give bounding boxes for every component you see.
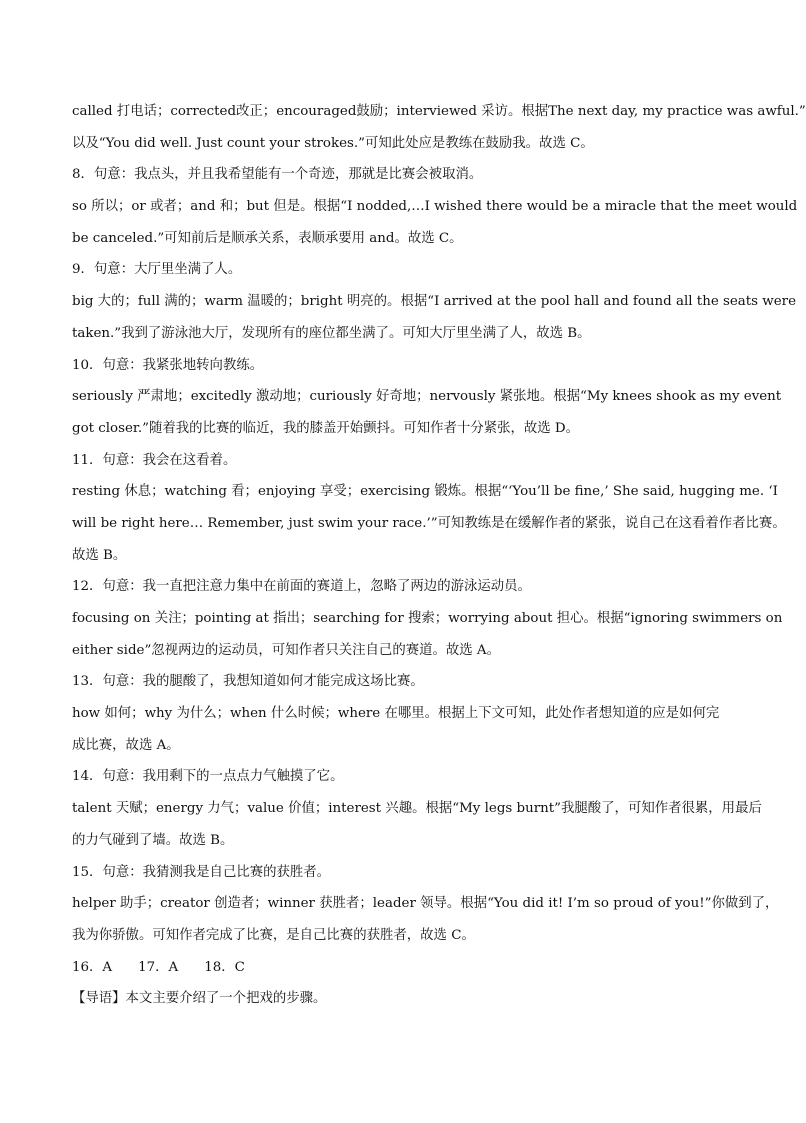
text-line: called 打电话；corrected改正；encouraged鼓励；interviewed 采访。根据The next day, my practice was awful.” [72, 104, 806, 119]
text-line: focusing on 关注；pointing at 指出；searching for 搜索；worrying about 担心。根据“ignoring swimmers on [72, 611, 783, 626]
text-line: seriously 严肃地；excitedly 激动地；curiously 好奇地；nervously 紧张地。根据“My knees shook as my event [72, 389, 782, 405]
text-line: resting 休息；watching 看；enjoying 享受；exercising 锻炼。根据“‘You’ll be fine,’ She said, hugging me. ‘I [72, 484, 778, 500]
text-line: so 所以；or 或者；and 和；but 但是。根据“I nodded,…I wished there would be a miracle that the meet would [72, 199, 798, 215]
text-line: talent 天赋；energy 力气；value 价值；interest 兴趣。根据“My legs burnt”我腿酸了，可知作者很累，用最后 [72, 801, 762, 817]
question-10-heading: 10．句意：我紧张地转向教练。 [72, 357, 264, 373]
question-11-heading: 11．句意：我会在这看着。 [72, 452, 237, 468]
text-line: 以及“You did well. Just count your strokes.”可知此处应是教练在鼓励我。故选 C。 [72, 135, 594, 151]
document-page [72, 96, 806, 1015]
text-line: big 大的；full 满的；warm 温暖的；bright 明亮的。根据“I arrived at the pool hall and found all the seats were [72, 294, 796, 310]
question-8-heading: 8．句意：我点头，并且我希望能有一个奇迹，那就是比赛会被取消。 [72, 167, 483, 183]
text-line: 成比赛，故选 A。 [72, 737, 180, 753]
question-12-heading: 12．句意：我一直把注意力集中在前面的赛道上，忽略了两边的游泳运动员。 [72, 579, 531, 595]
question-9-heading: 9．句意：大厅里坐满了人。 [72, 262, 242, 278]
text-line: will be right here… Remember, just swim your race.’”可知教练是在缓解作者的紧张，说自己在这看着作者比赛。 [72, 515, 786, 531]
text-line: either side”忽视两边的运动员，可知作者只关注自己的赛道。故选 A。 [72, 642, 500, 658]
text-line: how 如何；why 为什么；when 什么时候；where 在哪里。根据上下文可知，此处作者想知道的应是如何完 [72, 706, 720, 722]
answer-16: 16．A [72, 959, 113, 975]
text-line: taken.”我到了游泳池大厅，发现所有的座位都坐满了。可知大厅里坐满了人，故选 B。 [72, 325, 591, 341]
question-14-heading: 14．句意：我用剩下的一点点力气触摸了它。 [72, 769, 344, 785]
text-line: 的力气碰到了墙。故选 B。 [72, 832, 234, 848]
question-15-heading: 15．句意：我猜测我是自己比赛的获胜者。 [72, 864, 331, 880]
answer-17: 17．A [138, 959, 179, 975]
text-line: 我为你骄傲。可知作者完成了比赛，是自己比赛的获胜者，故选 C。 [72, 927, 475, 943]
answer-18: 18．C [204, 959, 245, 975]
question-13-heading: 13．句意：我的腿酸了，我想知道如何才能完成这场比赛。 [72, 674, 424, 690]
text-line: got closer.”随着我的比赛的临近，我的膝盖开始颤抖。可知作者十分紧张，故选 D。 [72, 420, 580, 436]
text-line: 故选 B。 [72, 547, 127, 563]
answer-row [72, 952, 732, 984]
text-line: helper 助手；creator 创造者；winner 获胜者；leader 领导。根据“You did it! I’m so proud of you!”你做到了， [72, 896, 779, 912]
text-line: be canceled.”可知前后是顺承关系，表顺承要用 and。故选 C。 [72, 230, 463, 246]
guide-line: 【导语】本文主要介绍了一个把戏的步骤。 [72, 991, 327, 1007]
